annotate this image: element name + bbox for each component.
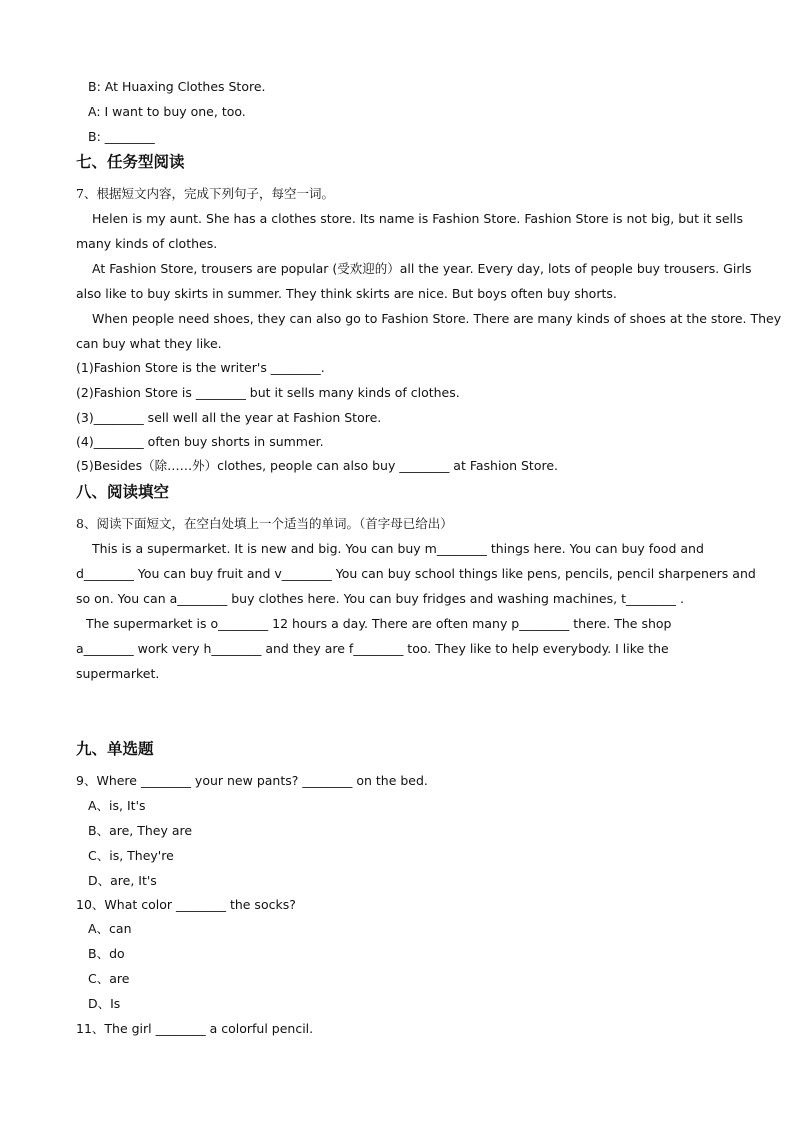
dialogue-line-b1: B: At Huaxing Clothes Store. <box>88 79 266 94</box>
passage-7-line: also like to buy skirts in summer. They think skirts are nice. But boys often buy shorts. <box>76 286 617 301</box>
question-7-item: (4)________ often buy shorts in summer. <box>76 434 324 449</box>
passage-7-line: When people need shoes, they can also go to Fashion Store. There are many kinds of shoes at the store. They <box>92 311 782 326</box>
dialogue-line-a1: A: I want to buy one, too. <box>88 104 246 119</box>
question-9-option[interactable]: A、is, It's <box>88 798 146 813</box>
question-9-option[interactable]: B、are, They are <box>88 823 193 838</box>
section-heading-9: 九、单选题 <box>76 740 154 758</box>
question-10-option[interactable]: B、do <box>88 946 125 961</box>
question-9-option[interactable]: C、is, They're <box>88 848 174 863</box>
question-7-item: (1)Fashion Store is the writer's ________. <box>76 360 325 375</box>
passage-7-line: At Fashion Store, trousers are popular (受欢迎的）all the year. Every day, lots of people buy trousers. Girls <box>92 261 752 276</box>
question-7-instruction: 7、根据短文内容，完成下列句子，每空一词。 <box>76 186 334 201</box>
passage-8-line: d________ You can buy fruit and v________ You can buy school things like pens, pencils, pencil sharpeners and <box>76 566 756 581</box>
passage-8-line: supermarket. <box>76 666 160 681</box>
passage-7-line: Helen is my aunt. She has a clothes store. Its name is Fashion Store. Fashion Store is not big, but it sells <box>92 211 743 226</box>
question-9-option[interactable]: D、are, It's <box>88 873 157 888</box>
question-9-stem: 9、Where ________ your new pants? ________ on the bed. <box>76 773 428 788</box>
passage-8-line: so on. You can a________ buy clothes here. You can buy fridges and washing machines, t________ . <box>76 591 684 606</box>
question-10-option[interactable]: C、are <box>88 971 130 986</box>
question-7-item: (2)Fashion Store is ________ but it sells many kinds of clothes. <box>76 385 460 400</box>
question-7-item: (5)Besides（除……外）clothes, people can also buy ________ at Fashion Store. <box>76 458 559 473</box>
passage-8-line: The supermarket is o________ 12 hours a day. There are often many p________ there. The shop <box>86 616 672 631</box>
section-heading-7: 七、任务型阅读 <box>76 153 185 171</box>
passage-8-line: a________ work very h________ and they are f________ too. They like to help everybody. I like the <box>76 641 669 656</box>
question-8-instruction: 8、阅读下面短文，在空白处填上一个适当的单词。（首字母已给出） <box>76 516 453 531</box>
question-7-item: (3)________ sell well all the year at Fashion Store. <box>76 410 382 425</box>
passage-7-line: can buy what they like. <box>76 336 222 351</box>
dialogue-line-b2: B: ________ <box>88 129 155 144</box>
question-10-option[interactable]: D、Is <box>88 996 121 1011</box>
question-10-option[interactable]: A、can <box>88 921 132 936</box>
passage-7-line: many kinds of clothes. <box>76 236 218 251</box>
question-10-stem: 10、What color ________ the socks? <box>76 897 296 912</box>
question-11-stem: 11、The girl ________ a colorful pencil. <box>76 1021 314 1036</box>
section-heading-8: 八、阅读填空 <box>76 483 170 501</box>
passage-8-line: This is a supermarket. It is new and big. You can buy m________ things here. You can buy food and <box>92 541 704 556</box>
